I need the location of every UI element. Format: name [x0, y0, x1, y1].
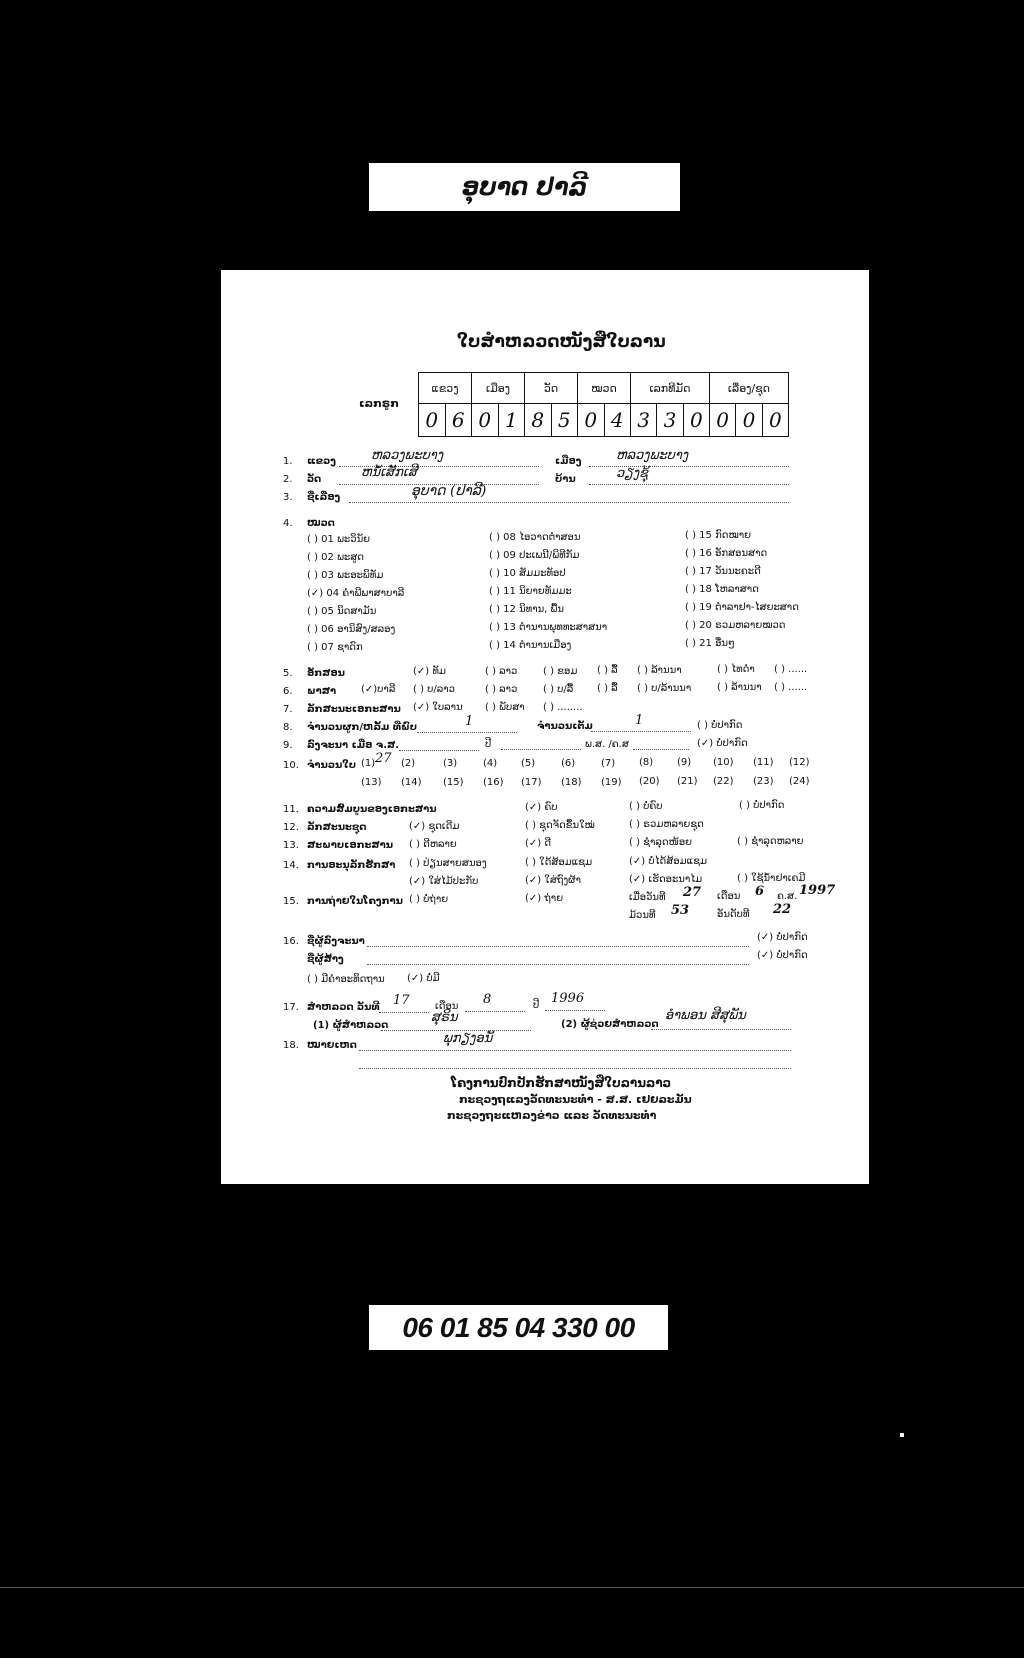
- code-digit: 0: [736, 404, 762, 437]
- category-option: ( ) 07 ຊາດົກ: [307, 642, 363, 653]
- category-option: ( ) 19 ຕຳລາຢາ-ໄສຍະສາດ: [685, 602, 799, 613]
- number-label: 06 01 85 04 330 00: [369, 1305, 668, 1350]
- material-option: (✓) ໃບລານ: [413, 702, 463, 713]
- creator-option: (✓) ບໍ່ປາກົດ: [757, 950, 808, 961]
- filming-date-label: ເມື່ອວັນທີ: [629, 892, 666, 903]
- code-digit: 3: [631, 404, 657, 437]
- filming-month-label: ເດືອນ: [717, 891, 741, 902]
- row10-number: 10.: [283, 760, 299, 771]
- province-value: ຫລວງພະບາງ: [371, 448, 444, 463]
- filming-label: ການຖ່າຍໃນໂຄງການ: [307, 896, 403, 907]
- leaf-slot: (21): [677, 776, 698, 787]
- code-header-province: ແຂວງ: [419, 373, 472, 404]
- script-option: (✓) ທັມ: [413, 666, 446, 677]
- leaf-count-first-value: 27: [375, 751, 392, 766]
- row2-number: 2.: [283, 474, 293, 485]
- survey-month-line: [465, 1011, 525, 1012]
- leaf-slot: (9): [677, 757, 692, 768]
- speck-mark: [900, 1433, 904, 1437]
- title-name-value: ອຸບາດ (ປາລີ): [411, 483, 487, 499]
- scribe-label: ຊື່ຜູ້ລົງຈະນາ: [307, 936, 365, 947]
- condition-option: ( ) ຊຳລຸດຫລາຍ: [737, 836, 804, 847]
- set-type-option: ( ) ຊຸດຈັດຂຶ້ນໃໝ່: [525, 820, 595, 831]
- frame-value: 22: [773, 902, 792, 917]
- assistant-name: ອຳພອນ ສີສຸພັນ: [665, 1008, 746, 1023]
- survey-form-sheet: [221, 270, 869, 1184]
- row5-number: 5.: [283, 668, 293, 679]
- row4-number: 4.: [283, 518, 293, 529]
- row15-number: 15.: [283, 896, 299, 907]
- language-option: ( ) ລາວ: [485, 684, 518, 695]
- province-label: ແຂວງ: [307, 456, 336, 467]
- conservation-option: ( ) ໃຊ້ນ້ຳຢາເຄມີ: [737, 873, 806, 884]
- footer-project: ໂຄງການປົກປັກຮັກສາໜັງສືໃບລານລາວ: [451, 1076, 672, 1090]
- conservation-option: ( ) ໃດ້ສ້ອມແຊມ: [525, 857, 593, 868]
- category-label: ໝວດ: [307, 518, 335, 529]
- condition-label: ສະພາບເອກະສານ: [307, 840, 394, 851]
- survey-month: 8: [483, 992, 492, 1007]
- language-option: (✓)ບາລີ: [361, 684, 396, 695]
- leaf-slot: (8): [639, 757, 654, 768]
- code-label: ເລກຣູກ: [359, 397, 399, 410]
- leaf-slot: (19): [601, 777, 622, 788]
- count-not-shown-option: ( ) ບໍ່ປາກົດ: [697, 720, 743, 731]
- leaf-slot: (24): [789, 776, 810, 787]
- written-date-line: [399, 750, 479, 751]
- written-year-line: [501, 749, 581, 750]
- completeness-option: ( ) ບໍ່ຄົບ: [629, 801, 663, 812]
- code-header-title-set: ເລື່ອງ/ຊຸດ: [710, 373, 789, 404]
- material-option: ( ) ........: [543, 702, 583, 713]
- script-option: ( ) ຂອມ: [543, 666, 578, 677]
- conservation-option: (✓) ເຮັດອະນາໄມ: [629, 874, 703, 885]
- conservation-option: (✓) ໃສ່ໄມ້ປະກັບ: [409, 876, 479, 887]
- bundle-count-label: ຈຳນວນຜູກ/ຫລັ້ມ ທີ່ພົບ: [307, 722, 417, 733]
- leaf-slot: (1): [361, 758, 376, 769]
- code-digit: 1: [498, 404, 525, 437]
- code-digit: 3: [657, 404, 683, 437]
- survey-year: 1996: [551, 991, 585, 1006]
- category-option: ( ) 05 ນິດສາມັນ: [307, 606, 377, 617]
- surveyor-name: ສຸຣິນ: [431, 1010, 458, 1025]
- code-header-temple: ວັດ: [525, 373, 578, 404]
- leaf-slot: (20): [639, 776, 660, 787]
- full-count-line: [591, 731, 691, 732]
- code-header-category: ໝວດ: [578, 373, 631, 404]
- filming-day: 27: [683, 885, 702, 900]
- bundle-count-value: 1: [465, 714, 474, 729]
- temple-label: ວັດ: [307, 474, 322, 485]
- set-type-option: (✓) ຊຸດເດີມ: [409, 821, 460, 832]
- row1-number: 1.: [283, 456, 293, 467]
- leaf-slot: (23): [753, 776, 774, 787]
- prayer-option: (✓) ບໍ່ມີ: [407, 973, 440, 984]
- written-era-label: ພ.ສ. /ຄ.ສ: [585, 739, 629, 750]
- language-option: ( ) ບ/ລ້ານນາ: [637, 683, 692, 694]
- footer-cooperation: ກະຊວງຖແລງວັດທະນະທຳ - ສ.ສ. ເຢຍລະມັນ: [459, 1093, 692, 1106]
- category-option: ( ) 06 ອານິສົງ/ສລອງ: [307, 624, 396, 635]
- script-option: ( ) ໄທດຳ: [717, 664, 755, 675]
- completeness-option: (✓) ຄົບ: [525, 802, 558, 813]
- code-digit: 4: [604, 404, 631, 437]
- set-type-label: ລັກສະນະຊຸດ: [307, 822, 367, 833]
- condition-option: ( ) ຊຳລຸດໜ້ອຍ: [629, 837, 693, 848]
- category-option: ( ) 11 ນິຍາຍທັມມະ: [489, 586, 572, 597]
- category-option: ( ) 09 ປະເພນີ/ພິທີກັມ: [489, 550, 580, 561]
- script-option: ( ) ......: [774, 664, 808, 675]
- language-option: ( ) ບ/ລາວ: [413, 684, 455, 695]
- village-line: [589, 484, 789, 485]
- completeness-option: ( ) ບໍ່ປາກົດ: [739, 800, 785, 811]
- category-option: ( ) 21 ອື່ນໆ: [685, 638, 735, 649]
- prayer-option: ( ) ມີຄຳອະທິດຖານ: [307, 974, 385, 985]
- leaf-slot: (10): [713, 757, 734, 768]
- row11-number: 11.: [283, 804, 299, 815]
- district-value: ຫລວງພະບາງ: [616, 448, 689, 463]
- row12-number: 12.: [283, 822, 299, 833]
- category-option: ( ) 01 ພະວິນັຍ: [307, 534, 371, 545]
- assistant-label: (2) ຜູ້ຊ່ວຍສຳຫລວດ: [561, 1019, 659, 1030]
- filming-year: 1997: [799, 883, 836, 898]
- category-option: ( ) 10 ສັມມະທັອປ: [489, 568, 566, 579]
- category-option: ( ) 13 ຕຳນານພຸທທະສາສນາ: [489, 622, 608, 633]
- code-header-district: ເມືອງ: [472, 373, 525, 404]
- leaf-slot: (22): [713, 776, 734, 787]
- leaf-slot: (14): [401, 777, 422, 788]
- code-digit: 0: [472, 404, 499, 437]
- script-option: ( ) ລາວ: [485, 666, 518, 677]
- material-label: ລັກສະນະເອກະສານ: [307, 704, 401, 715]
- leaf-slot: (15): [443, 777, 464, 788]
- row18-number: 18.: [283, 1040, 299, 1051]
- code-digit: 0: [710, 404, 736, 437]
- assistant-line: [651, 1029, 791, 1030]
- language-option: ( ) ລ້ານນາ: [717, 682, 762, 693]
- code-grid: [418, 372, 789, 437]
- creator-line: [367, 964, 749, 965]
- row14-number: 14.: [283, 860, 299, 871]
- material-option: ( ) ພັບສາ: [485, 702, 525, 713]
- footer-ministry: ກະຊວງຖະແຫລງຂ່າວ ແລະ ວັດທະນະທຳ: [447, 1109, 657, 1122]
- script-option: ( ) ລື້: [597, 665, 618, 676]
- code-digit: 0: [578, 404, 605, 437]
- leaf-slot: (11): [753, 757, 774, 768]
- filming-option: ( ) ບໍ່ຖ່າຍ: [409, 894, 449, 905]
- code-header-bundle-number: ເລກທີມັດ: [631, 373, 710, 404]
- leaf-slot: (3): [443, 758, 458, 769]
- full-count-value: 1: [635, 713, 644, 728]
- conservation-option: (✓) ໃສ່ຖົງຜ້າ: [525, 875, 581, 886]
- leaf-slot: (6): [561, 758, 576, 769]
- row9-number: 9.: [283, 740, 293, 751]
- row17-number: 17.: [283, 1002, 299, 1013]
- bundle-count-line: [417, 732, 517, 733]
- leaf-slot: (2): [401, 758, 416, 769]
- leaf-slot: (7): [601, 758, 616, 769]
- bottom-edge-line: [0, 1587, 1024, 1588]
- form-title: ໃບສຳຫລວດໜັງສືໃບລານ: [457, 332, 666, 352]
- village-label: ບ້ານ: [555, 474, 576, 485]
- temple-value: ຫນໍ້ເສັກເສີ: [361, 465, 417, 480]
- row13-number: 13.: [283, 840, 299, 851]
- row16-number: 16.: [283, 936, 299, 947]
- roll-value: 53: [671, 903, 690, 918]
- script-option: ( ) ລ້ານນາ: [637, 665, 682, 676]
- code-digit: 0: [762, 404, 788, 437]
- conservation-option: (✓) ບໍ່ໄດ້ສ້ອມແຊມ: [629, 856, 708, 867]
- leaf-slot: (16): [483, 777, 504, 788]
- written-year-label: ປີ: [485, 739, 492, 750]
- code-digit: 8: [525, 404, 552, 437]
- remarks-value: ພຸກຽງອນັ: [443, 1031, 493, 1046]
- row8-number: 8.: [283, 722, 293, 733]
- language-option: ( ) ລື້: [597, 683, 618, 694]
- title-label: ອຸບາດ ປາລີ: [369, 163, 680, 211]
- leaf-slot: (4): [483, 758, 498, 769]
- title-name-label: ຊື່ເລື່ອງ: [307, 492, 341, 503]
- code-header-row: [419, 373, 789, 404]
- script-label: ອັກສອນ: [307, 668, 345, 679]
- written-era-line: [633, 749, 689, 750]
- category-option: (✓) 04 ຄຳພີພາສາບາລີ: [307, 588, 405, 599]
- conservation-option: ( ) ປ່ຽນສາຍສນອງ: [409, 858, 487, 869]
- category-option: ( ) 18 ໂຫລາສາດ: [685, 584, 759, 595]
- code-digit: 0: [419, 404, 446, 437]
- village-value: ວຽງຊຸ້: [616, 466, 648, 481]
- written-date-label: ລົງຈະນາ ເມື່ອ ຈ.ສ.: [307, 740, 400, 751]
- category-option: ( ) 16 ອັກສອນສາດ: [685, 548, 768, 559]
- category-option: ( ) 17 ວັນນະຄະດີ: [685, 566, 761, 577]
- survey-year-line: [545, 1010, 605, 1011]
- set-type-option: ( ) ຣວມຫລາຍຊຸດ: [629, 819, 704, 830]
- leaf-slot: (18): [561, 777, 582, 788]
- category-option: ( ) 14 ຕຳນານເມືອງ: [489, 640, 572, 651]
- row6-number: 6.: [283, 686, 293, 697]
- leaf-slot: (12): [789, 757, 810, 768]
- creator-label: ຊື່ຜູ້ສ້າງ: [307, 954, 344, 965]
- district-label: ເມືອງ: [555, 456, 582, 467]
- language-label: ພາສາ: [307, 686, 337, 697]
- title-name-line: [349, 502, 789, 503]
- code-digit-row: [419, 404, 789, 437]
- row7-number: 7.: [283, 704, 293, 715]
- row3-number: 3.: [283, 492, 293, 503]
- condition-option: ( ) ດີຫລາຍ: [409, 839, 457, 850]
- category-option: ( ) 15 ກົດໝາຍ: [685, 530, 752, 541]
- surveyor-label: (1) ຜູ້ສຳຫລວດ: [313, 1020, 389, 1031]
- filming-month: 6: [755, 884, 765, 899]
- survey-month-label: ເດືອນ: [435, 1001, 459, 1012]
- remarks-label: ໝາຍເຫດ: [307, 1040, 357, 1051]
- category-option: ( ) 20 ຣວມຫລາຍໝວດ: [685, 620, 786, 631]
- category-option: ( ) 08 ໄອວາດຕຳສອນ: [489, 532, 581, 543]
- survey-date-label: ສຳຫລວດ ວັນທີ: [307, 1002, 380, 1013]
- conservation-label: ການອະນຸລັກຮັກສາ: [307, 860, 396, 871]
- code-digit: 6: [445, 404, 472, 437]
- language-option: ( ) ......: [774, 682, 808, 693]
- filming-year-label: ຄ.ສ.: [777, 891, 798, 902]
- scribe-option: (✓) ບໍ່ປາກົດ: [757, 932, 808, 943]
- leaf-slot: (5): [521, 758, 536, 769]
- category-option: ( ) 03 ພະອະພິທັມ: [307, 570, 384, 581]
- leaf-slot: (17): [521, 777, 542, 788]
- leaf-slot: (13): [361, 777, 382, 788]
- condition-option: (✓) ດີ: [525, 838, 552, 849]
- scribe-line: [367, 946, 749, 947]
- language-option: ( ) ບ/ລື້: [543, 684, 574, 695]
- roll-label: ມ້ວນທີ: [629, 910, 656, 921]
- survey-year-label: ປີ: [533, 1000, 540, 1011]
- survey-day: 17: [393, 993, 410, 1008]
- completeness-label: ຄວາມສົມບູນຂອງເອກະສານ: [307, 804, 437, 815]
- category-option: ( ) 02 ພະສູດ: [307, 552, 364, 563]
- category-option: ( ) 12 ນິທານ, ພື້ນ: [489, 604, 564, 615]
- remarks-line-1: [359, 1050, 791, 1051]
- filming-option: (✓) ຖ່າຍ: [525, 893, 564, 904]
- date-not-shown-option: (✓) ບໍ່ປາກົດ: [697, 738, 748, 749]
- code-digit: 5: [551, 404, 578, 437]
- remarks-line-2: [359, 1068, 791, 1069]
- frame-label: ອັນດັບທີ: [717, 909, 750, 920]
- survey-day-line: [379, 1012, 429, 1013]
- full-count-label: ຈຳນວນເຕັມ: [537, 721, 593, 732]
- leaf-count-label: ຈຳນວນໃບ: [307, 760, 357, 771]
- code-digit: 0: [683, 404, 709, 437]
